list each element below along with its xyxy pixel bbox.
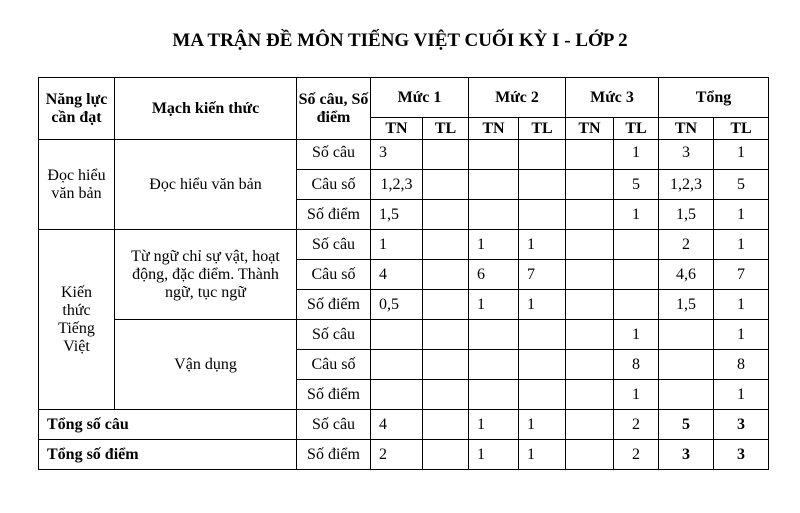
cell <box>566 320 614 350</box>
total-label-diem: Tổng số điểm <box>39 440 297 470</box>
cell <box>659 380 714 410</box>
cell: 2 <box>371 440 423 470</box>
table-row <box>39 230 769 260</box>
cell: 1 <box>519 230 566 260</box>
header-muc1: Mức 1 <box>371 78 469 118</box>
cell: 1 <box>469 410 519 440</box>
cell: 8 <box>614 350 659 380</box>
cell <box>423 200 469 230</box>
cell: 1 <box>469 230 519 260</box>
cell: 2 <box>659 230 714 260</box>
cell: 5 <box>659 410 714 440</box>
row-label: Câu số <box>297 170 371 200</box>
cell <box>519 350 566 380</box>
cell <box>423 260 469 290</box>
row-label: Câu số <box>297 260 371 290</box>
header-tn: TN <box>469 118 519 140</box>
cell: 5 <box>614 170 659 200</box>
cell: 1 <box>714 290 769 320</box>
cell: 1,2,3 <box>659 170 714 200</box>
total-label-cau: Tổng số câu <box>39 410 297 440</box>
row-label: Số câu <box>297 140 371 170</box>
cell <box>614 290 659 320</box>
cell: 1 <box>519 290 566 320</box>
table-row <box>39 320 769 350</box>
group-doc-hieu: Đọc hiểu văn bản <box>39 140 115 230</box>
cell <box>423 320 469 350</box>
header-so: Số câu, Số điểm <box>297 78 371 140</box>
cell: 2 <box>614 440 659 470</box>
cell <box>371 320 423 350</box>
cell: 1,5 <box>659 290 714 320</box>
cell: 4,6 <box>659 260 714 290</box>
cell <box>469 320 519 350</box>
row-label: Số câu <box>297 320 371 350</box>
cell <box>469 350 519 380</box>
section-tu-ngu: Từ ngữ chỉ sự vật, hoạt động, đặc điểm. Thành ngữ, tục ngữ <box>115 230 297 320</box>
cell <box>566 380 614 410</box>
header-tl: TL <box>423 118 469 140</box>
cell <box>423 350 469 380</box>
cell <box>566 140 614 170</box>
cell <box>519 380 566 410</box>
cell <box>469 200 519 230</box>
cell <box>659 350 714 380</box>
cell: 1,5 <box>371 200 423 230</box>
cell <box>566 200 614 230</box>
cell <box>519 200 566 230</box>
section-doc-hieu-vb: Đọc hiểu văn bản <box>115 140 297 230</box>
row-label: Số câu <box>297 410 371 440</box>
cell <box>469 170 519 200</box>
cell <box>566 350 614 380</box>
cell: 2 <box>614 410 659 440</box>
cell <box>469 380 519 410</box>
table-row <box>39 140 769 170</box>
cell <box>566 410 614 440</box>
cell <box>423 140 469 170</box>
cell: 7 <box>519 260 566 290</box>
row-label: Số điểm <box>297 380 371 410</box>
cell <box>566 170 614 200</box>
cell: 4 <box>371 410 423 440</box>
cell: 8 <box>714 350 769 380</box>
header-tong: Tổng <box>659 78 769 118</box>
cell: 1 <box>614 320 659 350</box>
cell: 1,2,3 <box>371 170 423 200</box>
header-tn: TN <box>659 118 714 140</box>
row-label: Số điểm <box>297 200 371 230</box>
cell: 3 <box>659 140 714 170</box>
cell: 1 <box>614 200 659 230</box>
section-van-dung: Vận dụng <box>115 320 297 410</box>
cell <box>469 140 519 170</box>
header-tn: TN <box>371 118 423 140</box>
cell: 1 <box>614 140 659 170</box>
cell: 5 <box>714 170 769 200</box>
header-row-1 <box>39 78 769 118</box>
cell: 1 <box>714 320 769 350</box>
header-tn: TN <box>566 118 614 140</box>
cell: 1 <box>519 410 566 440</box>
cell <box>659 320 714 350</box>
cell: 1 <box>614 380 659 410</box>
cell <box>371 350 423 380</box>
cell: 1,5 <box>659 200 714 230</box>
row-label: Số điểm <box>297 440 371 470</box>
cell: 7 <box>714 260 769 290</box>
cell <box>423 380 469 410</box>
cell: 6 <box>469 260 519 290</box>
page-title: MA TRẬN ĐỀ MÔN TIẾNG VIỆT CUỐI KỲ I - LỚP 2 <box>172 30 628 51</box>
cell <box>614 260 659 290</box>
cell: 3 <box>714 410 769 440</box>
cell: 0,5 <box>371 290 423 320</box>
cell: 3 <box>714 440 769 470</box>
cell <box>423 440 469 470</box>
cell: 1 <box>519 440 566 470</box>
cell <box>566 440 614 470</box>
cell <box>423 410 469 440</box>
cell: 1 <box>714 200 769 230</box>
header-muc2: Mức 2 <box>469 78 566 118</box>
row-label: Câu số <box>297 350 371 380</box>
cell: 1 <box>714 230 769 260</box>
header-mach: Mạch kiến thức <box>115 78 297 140</box>
cell <box>519 170 566 200</box>
cell: 4 <box>371 260 423 290</box>
cell <box>566 230 614 260</box>
cell: 3 <box>371 140 423 170</box>
row-label: Số điểm <box>297 290 371 320</box>
cell <box>614 230 659 260</box>
cell: 3 <box>659 440 714 470</box>
matrix-table <box>38 77 769 470</box>
header-muc3: Mức 3 <box>566 78 659 118</box>
cell <box>423 230 469 260</box>
header-tl: TL <box>714 118 769 140</box>
cell <box>519 320 566 350</box>
cell: 1 <box>371 230 423 260</box>
total-row-diem <box>39 440 769 470</box>
cell <box>423 170 469 200</box>
cell <box>566 260 614 290</box>
cell: 1 <box>714 380 769 410</box>
cell <box>566 290 614 320</box>
cell: 1 <box>469 290 519 320</box>
cell: 1 <box>714 140 769 170</box>
cell <box>423 290 469 320</box>
header-tl: TL <box>519 118 566 140</box>
cell <box>371 380 423 410</box>
header-tl: TL <box>614 118 659 140</box>
cell: 1 <box>469 440 519 470</box>
row-label: Số câu <box>297 230 371 260</box>
group-kien-thuc: Kiến thức Tiếng Việt <box>39 230 115 410</box>
total-row-cau <box>39 410 769 440</box>
header-nang-luc: Năng lực cần đạt <box>39 78 115 140</box>
cell <box>519 140 566 170</box>
